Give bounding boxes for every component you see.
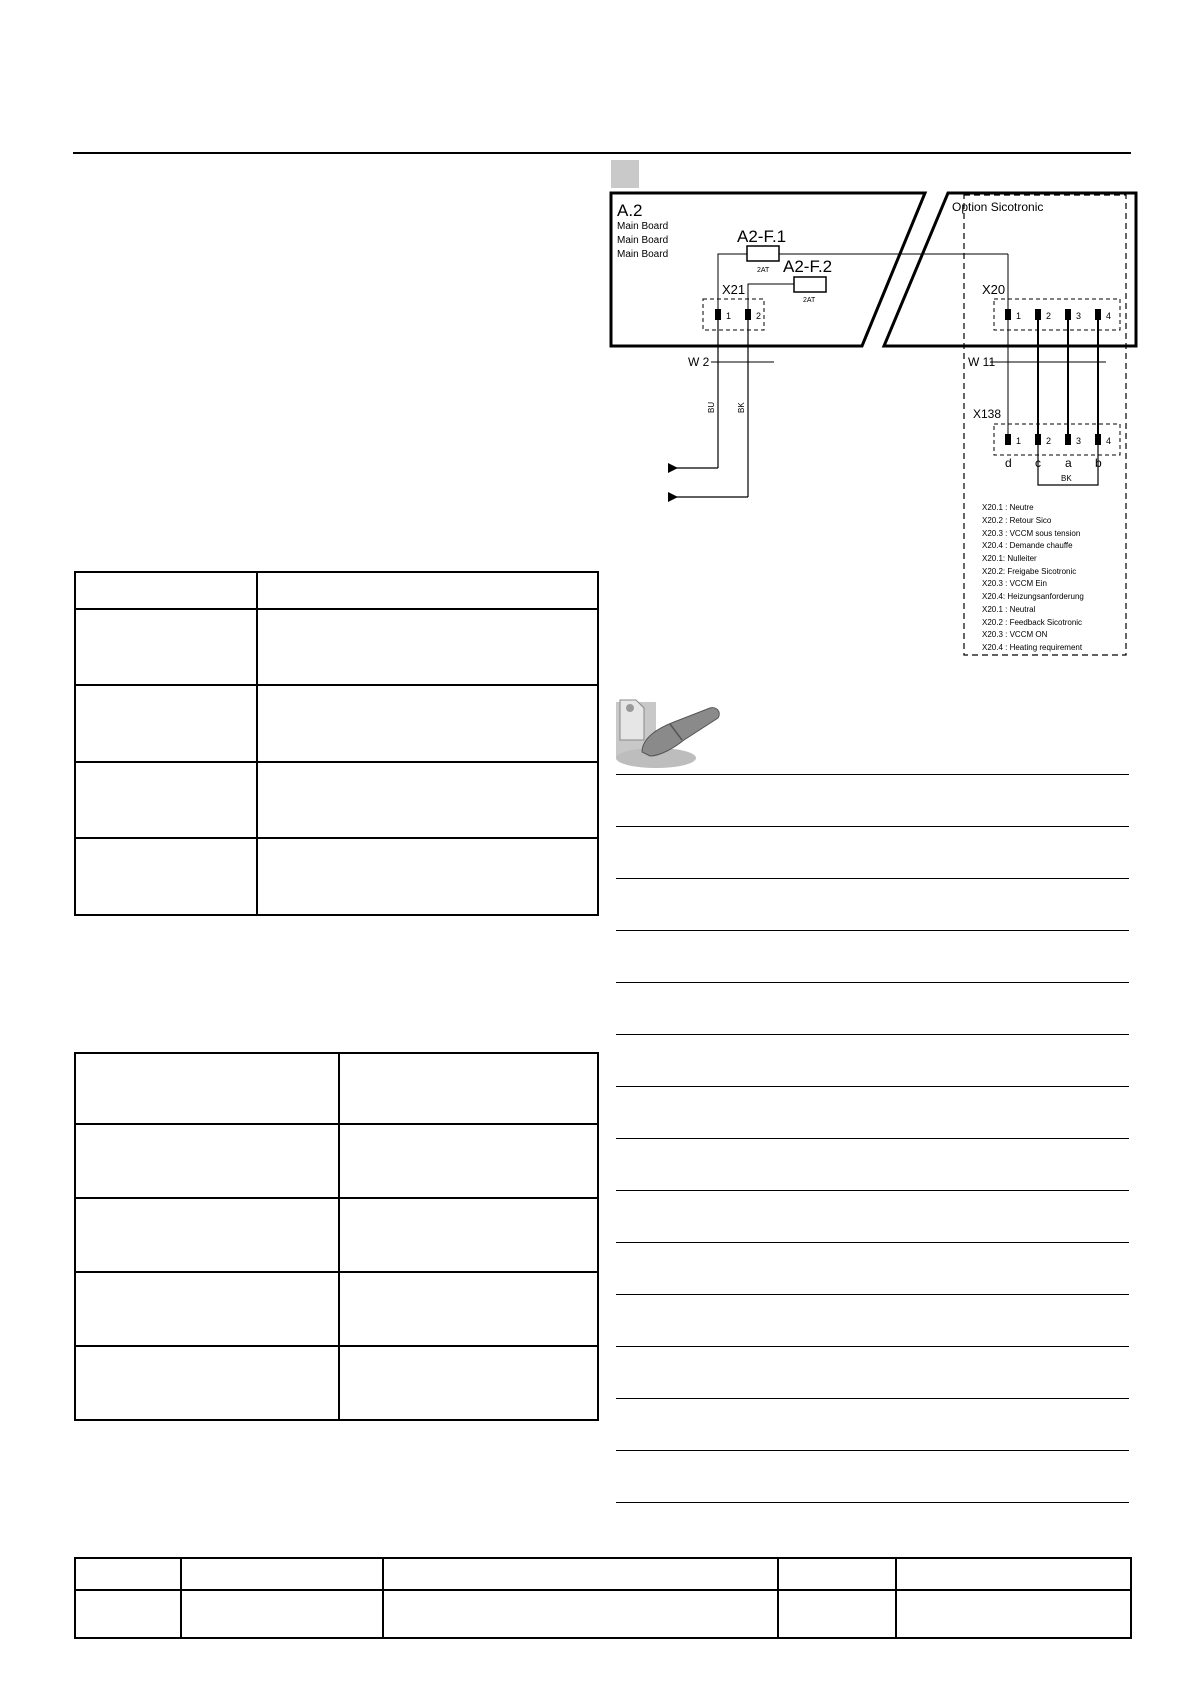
legend-line-2: X20.2 : Retour Sico — [982, 516, 1052, 525]
table-cell — [339, 1124, 598, 1198]
table-cell — [257, 572, 598, 609]
legend-line-6: X20.2: Freigabe Sicotronic — [982, 567, 1077, 576]
x20-pin-4: 4 — [1106, 311, 1112, 321]
note-line — [616, 826, 1129, 827]
legend-line-9: X20.1 : Neutral — [982, 605, 1036, 614]
table-row — [75, 572, 598, 609]
x21-pin-2: 2 — [756, 311, 762, 321]
x21-pin-1: 1 — [726, 311, 732, 321]
x138-letter-b: b — [1095, 456, 1102, 470]
x138-pin-3: 3 — [1076, 436, 1082, 446]
table-cell — [257, 838, 598, 915]
table-row — [75, 609, 598, 685]
legend-line-10: X20.2 : Feedback Sicotronic — [982, 618, 1083, 627]
fuse-2 — [794, 277, 826, 292]
note-line — [616, 1190, 1129, 1191]
legend-line-5: X20.1: Nulleiter — [982, 554, 1037, 563]
table-cell — [383, 1590, 778, 1638]
x20-pin-2-terminal — [1035, 309, 1041, 320]
legend-line-4: X20.4 : Demande chauffe — [982, 541, 1073, 550]
note-line — [616, 1346, 1129, 1347]
x138-pin-4-terminal — [1095, 434, 1101, 445]
fuse-1-rating: 2AT — [757, 267, 770, 274]
legend-line-7: X20.3 : VCCM Ein — [982, 579, 1047, 588]
table-cell — [778, 1558, 896, 1590]
x21-pin-2-terminal — [745, 309, 751, 320]
arrow-in-2-icon — [668, 492, 678, 502]
table-cell — [181, 1590, 383, 1638]
table-cell — [75, 1590, 181, 1638]
wire-label-bu: BU — [707, 401, 716, 413]
x138-label: X138 — [973, 407, 1002, 421]
x138-pin-4: 4 — [1106, 436, 1112, 446]
note-line — [616, 1034, 1129, 1035]
arrow-in-1-icon — [668, 463, 678, 473]
legend-line-3: X20.3 : VCCM sous tension — [982, 529, 1081, 538]
note-line — [616, 1502, 1129, 1503]
x138-letter-d: d — [1005, 456, 1012, 470]
x138-connector — [994, 424, 1120, 455]
table-cell — [75, 685, 257, 762]
legend-line-11: X20.3 : VCCM ON — [982, 630, 1048, 639]
x21-pin-1-terminal — [715, 309, 721, 320]
table-1 — [74, 571, 599, 916]
bk-bridge-label: BK — [1061, 474, 1072, 483]
option-title: Option Sicotronic — [952, 200, 1044, 214]
x21-connector — [703, 299, 764, 330]
table-cell — [257, 609, 598, 685]
table-cell — [339, 1198, 598, 1272]
table-row — [75, 838, 598, 915]
pin-legend — [982, 503, 1084, 652]
note-line — [616, 1086, 1129, 1087]
table-cell — [339, 1346, 598, 1420]
table-cell — [75, 1053, 339, 1124]
table-row — [75, 1198, 598, 1272]
x20-connector — [994, 299, 1120, 330]
hand-with-pen-icon — [612, 694, 722, 768]
table-cell — [75, 1346, 339, 1420]
x20-pin-3-terminal — [1065, 309, 1071, 320]
table-cell — [75, 1558, 181, 1590]
x138-letter-a: a — [1065, 456, 1072, 470]
x20-label: X20 — [982, 282, 1006, 297]
main-board-title: A.2 — [617, 201, 643, 220]
note-line — [616, 1138, 1129, 1139]
x20-pin-4-terminal — [1095, 309, 1101, 320]
wire-x21-2-to-fuse — [748, 284, 794, 317]
table-cell — [75, 1124, 339, 1198]
table-2 — [74, 1052, 599, 1421]
table-row — [75, 1272, 598, 1346]
table-cell — [339, 1053, 598, 1124]
x20-pin-2: 2 — [1046, 311, 1052, 321]
table-cell — [896, 1558, 1131, 1590]
table-cell — [383, 1558, 778, 1590]
fuse-1 — [747, 246, 779, 261]
note-line — [616, 982, 1129, 983]
table-row — [75, 1590, 1131, 1638]
x138-pin-1-terminal — [1005, 434, 1011, 445]
table-row — [75, 762, 598, 838]
cable-w11-label: W 11 — [968, 355, 996, 369]
table-cell — [75, 572, 257, 609]
table-cell — [257, 762, 598, 838]
x20-pin-1: 1 — [1016, 311, 1022, 321]
table-cell — [75, 1198, 339, 1272]
x138-letter-c: c — [1035, 456, 1041, 470]
note-line — [616, 878, 1129, 879]
table-row — [75, 1053, 598, 1124]
note-line — [616, 1398, 1129, 1399]
table-cell — [75, 762, 257, 838]
cable-w2-label: W 2 — [688, 355, 710, 369]
x20-pin-3: 3 — [1076, 311, 1082, 321]
x21-label: X21 — [722, 282, 746, 297]
x138-pin-1: 1 — [1016, 436, 1022, 446]
wire-label-bk: BK — [737, 402, 746, 413]
x138-pin-3-terminal — [1065, 434, 1071, 445]
table-row — [75, 1124, 598, 1198]
note-line — [616, 774, 1129, 775]
legend-line-1: X20.1 : Neutre — [982, 503, 1034, 512]
table-cell — [257, 685, 598, 762]
table-cell — [75, 609, 257, 685]
legend-line-8: X20.4: Heizungsanforderung — [982, 592, 1084, 601]
table-row — [75, 1558, 1131, 1590]
x138-pin-2: 2 — [1046, 436, 1052, 446]
x20-pin-1-terminal — [1005, 309, 1011, 320]
x138-pin-2-terminal — [1035, 434, 1041, 445]
table-cell — [75, 838, 257, 915]
main-board-line-1: Main Board — [617, 221, 669, 232]
note-line — [616, 930, 1129, 931]
main-board-line-2: Main Board — [617, 235, 669, 246]
table-cell — [778, 1590, 896, 1638]
fuse-1-label: A2-F.1 — [737, 227, 787, 246]
table-cell — [896, 1590, 1131, 1638]
table-cell — [339, 1272, 598, 1346]
fuse-2-label: A2-F.2 — [783, 257, 833, 276]
note-line — [616, 1450, 1129, 1451]
table-cell — [75, 1272, 339, 1346]
fuse-2-rating: 2AT — [803, 297, 816, 304]
table-cell — [181, 1558, 383, 1590]
note-line — [616, 1242, 1129, 1243]
main-board-line-3: Main Board — [617, 249, 669, 260]
footer-table — [74, 1557, 1132, 1639]
table-row — [75, 685, 598, 762]
note-line — [616, 1294, 1129, 1295]
table-row — [75, 1346, 598, 1420]
legend-line-12: X20.4 : Heating requirement — [982, 643, 1083, 652]
